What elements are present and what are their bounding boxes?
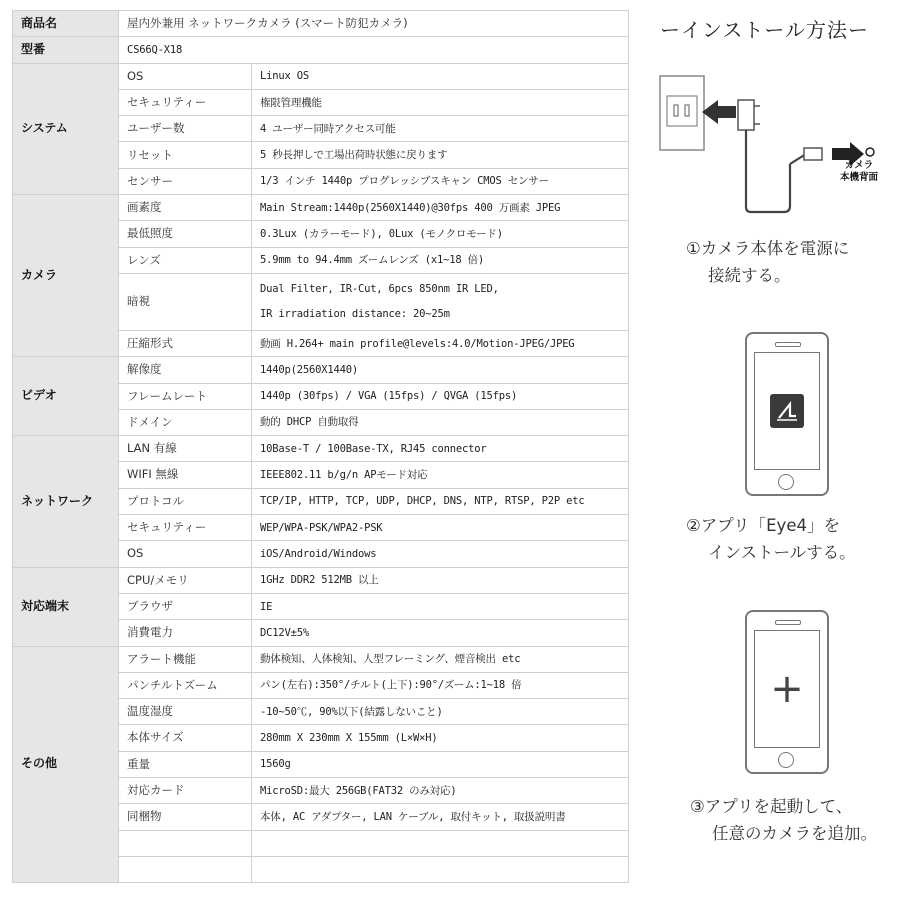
spec-item: CPU/メモリ: [119, 567, 252, 593]
spec-value: 1/3 インチ 1440p プログレッシブスキャン CMOS センサー: [252, 168, 629, 194]
step3-line2: 任意のカメラを追加。: [712, 824, 877, 843]
spec-row: [13, 195, 629, 221]
spec-item: 消費電力: [119, 620, 252, 646]
spec-row: [13, 436, 629, 462]
spec-value: 280mm X 230mm X 155mm (L×W×H): [252, 725, 629, 751]
spec-value: 動体検知、人体検知、人型フレーミング、煙音検出 etc: [252, 646, 629, 672]
spec-value: パン(左右):350°/チルト(上下):90°/ズーム:1~18 倍: [252, 672, 629, 698]
spec-value: DC12V±5%: [252, 620, 629, 646]
product-name-row: [13, 11, 629, 37]
spec-value: 10Base-T / 100Base-TX, RJ45 connector: [252, 436, 629, 462]
spec-row: [13, 567, 629, 593]
spec-item: 温度湿度: [119, 699, 252, 725]
spec-value: 1440p (30fps) / VGA (15fps) / QVGA (15fps): [252, 383, 629, 409]
step2-caption: [686, 512, 856, 566]
step3-line1: ③アプリを起動して、: [690, 797, 853, 816]
spec-value: Linux OS: [252, 63, 629, 89]
diagram-label-back: 本機背面: [840, 172, 879, 183]
model-value: CS66Q-X18: [119, 37, 629, 63]
spec-value: 1GHz DDR2 512MB 以上: [252, 567, 629, 593]
spec-item: OS: [119, 63, 252, 89]
model-label: 型番: [13, 37, 119, 63]
step1-line1: ①カメラ本体を電源に: [686, 239, 850, 258]
spec-value: 5 秒長押しで工場出荷時状態に戻ります: [252, 142, 629, 168]
spec-category: その他: [13, 646, 119, 883]
spec-value: TCP/IP, HTTP, TCP, UDP, DHCP, DNS, NTP, RTSP, P2P etc: [252, 488, 629, 514]
step3-caption: [690, 793, 877, 847]
spec-item: セキュリティー: [119, 89, 252, 115]
spec-item: プロトコル: [119, 488, 252, 514]
spec-item: セキュリティー: [119, 515, 252, 541]
spec-category: ネットワーク: [13, 436, 119, 567]
plug-arrow-icon: [702, 100, 736, 124]
spec-item: レンズ: [119, 247, 252, 273]
spec-item: 重量: [119, 751, 252, 777]
phone-app-icon-illustration: [745, 332, 829, 496]
spec-value: 4 ユーザー同時アクセス可能: [252, 116, 629, 142]
spec-value: 1560g: [252, 751, 629, 777]
spec-row: [13, 357, 629, 383]
spec-value-line: Dual Filter, IR-Cut, 6pcs 850nm IR LED,: [260, 282, 499, 295]
spec-item: [119, 830, 252, 856]
spec-item: ユーザー数: [119, 116, 252, 142]
spec-item: [119, 856, 252, 882]
spec-row: [13, 63, 629, 89]
spec-value: Main Stream:1440p(2560X1440)@30fps 400 万画素 JPEG: [252, 195, 629, 221]
spec-item: 対応カード: [119, 778, 252, 804]
install-title: ーインストール方法ー: [660, 18, 869, 42]
spec-value: [252, 830, 629, 856]
spec-item: センサー: [119, 168, 252, 194]
diagram-label: [840, 160, 878, 184]
spec-category: システム: [13, 63, 119, 194]
step2-line1: ②アプリ「Eye4」を: [686, 516, 840, 535]
spec-item: リセット: [119, 142, 252, 168]
step2-line2: インストールする。: [708, 543, 856, 562]
spec-value-line: IR irradiation distance: 20~25m: [260, 307, 450, 320]
spec-item: アラート機能: [119, 646, 252, 672]
step1-line2: 接続する。: [708, 266, 791, 285]
spec-value: MicroSD:最大 256GB(FAT32 のみ対応): [252, 778, 629, 804]
spec-item: 本体サイズ: [119, 725, 252, 751]
spec-row: [13, 646, 629, 672]
step1-caption: [686, 235, 849, 289]
diagram-label-camera: カメラ: [844, 160, 874, 171]
ac-adapter-icon: [738, 100, 754, 130]
spec-value: IE: [252, 593, 629, 619]
spec-item: OS: [119, 541, 252, 567]
spec-item: パンチルトズーム: [119, 672, 252, 698]
spec-value: 1440p(2560X1440): [252, 357, 629, 383]
spec-item: 圧縮形式: [119, 330, 252, 356]
eye4-app-icon: [770, 394, 804, 428]
spec-value: 5.9mm to 94.4mm ズームレンズ (x1~18 倍): [252, 247, 629, 273]
spec-item: 同梱物: [119, 804, 252, 830]
spec-item: ドメイン: [119, 409, 252, 435]
spec-item: ブラウザ: [119, 593, 252, 619]
power-connection-diagram: [656, 72, 896, 222]
spec-table: [12, 10, 629, 883]
spec-item: 解像度: [119, 357, 252, 383]
spec-item: 暗視: [119, 273, 252, 330]
spec-item: フレームレート: [119, 383, 252, 409]
spec-value: 本体, AC アダプター, LAN ケーブル, 取付キット, 取扱説明書: [252, 804, 629, 830]
spec-value: 権限管理機能: [252, 89, 629, 115]
spec-item: LAN 有線: [119, 436, 252, 462]
spec-value: [252, 856, 629, 882]
dc-plug-icon: [804, 148, 822, 160]
spec-item: WIFI 無線: [119, 462, 252, 488]
spec-category: カメラ: [13, 195, 119, 357]
phone-add-camera-illustration: [745, 610, 829, 774]
spec-category: 対応端末: [13, 567, 119, 646]
spec-value: [252, 273, 629, 330]
product-name-label: 商品名: [13, 11, 119, 37]
model-row: [13, 37, 629, 63]
spec-value: iOS/Android/Windows: [252, 541, 629, 567]
spec-item: 最低照度: [119, 221, 252, 247]
spec-category: ビデオ: [13, 357, 119, 436]
spec-value: WEP/WPA-PSK/WPA2-PSK: [252, 515, 629, 541]
spec-value: -10~50℃, 90%以下(結露しないこと): [252, 699, 629, 725]
spec-value: 0.3Lux (カラーモード), 0Lux (モノクロモード): [252, 221, 629, 247]
spec-value: 動画 H.264+ main profile@levels:4.0/Motion-JPEG/JPEG: [252, 330, 629, 356]
spec-value: IEEE802.11 b/g/n APモード対応: [252, 462, 629, 488]
spec-value: 動的 DHCP 自動取得: [252, 409, 629, 435]
product-name-value: 屋内外兼用 ネットワークカメラ (スマート防犯カメラ): [119, 11, 629, 37]
plus-icon: +: [770, 666, 804, 712]
spec-item: 画素度: [119, 195, 252, 221]
